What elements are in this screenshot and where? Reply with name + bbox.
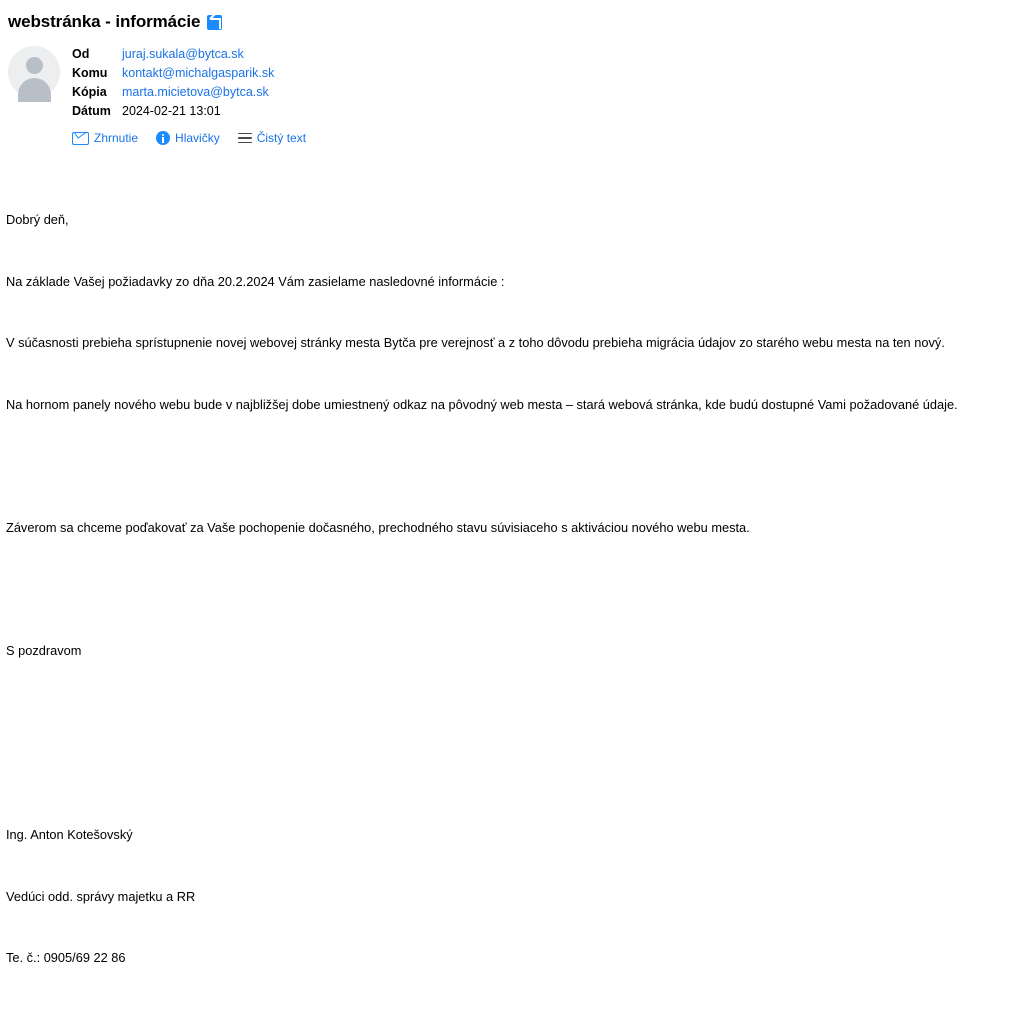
header-field-date-value: 2024-02-21 13:01 (122, 104, 221, 118)
summary-button[interactable] (72, 131, 138, 145)
info-icon (156, 131, 170, 145)
signature-role: Vedúci odd. správy majetku a RR (6, 888, 196, 904)
message-header (0, 34, 1024, 147)
body-line-1: Na základe Vašej požiadavky zo dňa 20.2.2024 Vám zasielame nasledovné informácie : (6, 273, 505, 289)
subject-row (0, 10, 1024, 34)
header-field-cc-label: Kópia (72, 85, 107, 99)
message-actions (72, 129, 306, 147)
signature-phone: Te. č.: 0905/69 22 86 (6, 950, 126, 965)
body-greeting: Dobrý deň, (6, 212, 69, 227)
header-field-from-value[interactable]: juraj.sukala@bytca.sk (122, 47, 244, 61)
plain-text-button-label: Čistý text (256, 131, 307, 145)
avatar (8, 46, 60, 98)
headers-button-label: Hlavičky (175, 131, 220, 145)
body-spacer-3 (6, 702, 1024, 723)
header-field-to-label: Komu (72, 66, 108, 80)
page-title: webstránka - informácie (8, 12, 201, 31)
external-link-icon[interactable] (207, 15, 222, 30)
header-field-date (72, 102, 306, 121)
plain-text-button[interactable] (238, 131, 306, 145)
headers-button[interactable] (156, 131, 220, 145)
body-spacer-2 (6, 579, 1024, 600)
body-spacer-1 (6, 456, 1024, 477)
header-field-to-value[interactable]: kontakt@michalgasparik.sk (122, 66, 275, 80)
avatar-head-shape (26, 57, 43, 74)
body-line-2: V súčasnosti prebieha sprístupnenie novej webovej stránky mesta Bytča pre verejnosť a z toho dôvodu prebieha migrácia údajov zo starého webu mesta na ten nový. (6, 335, 945, 350)
header-field-to (72, 64, 306, 83)
body-closing: S pozdravom (6, 642, 82, 658)
summary-button-label: Zhrnutie (94, 131, 139, 145)
avatar-body-shape (18, 78, 51, 102)
header-field-cc (72, 83, 306, 102)
header-field-cc-value[interactable]: marta.micietova@bytca.sk (122, 85, 269, 99)
header-fields (72, 43, 306, 147)
envelope-icon (72, 132, 89, 145)
lines-icon (238, 133, 252, 144)
header-field-from (72, 45, 306, 64)
message-body (6, 169, 1024, 1010)
body-line-4: Záverom sa chceme poďakovať za Vaše pochopenie dočasného, prechodného stavu súvisiaceho s aktiváciou nového webu mesta. (6, 519, 750, 535)
header-field-date-label: Dátum (72, 104, 111, 118)
body-spacer-4 (6, 764, 1024, 785)
body-line-3: Na hornom panely nového webu bude v najbližšej dobe umiestnený odkaz na pôvodný web mesta – stará webová stránka, kde budú dostupné Vami požadované údaje. (6, 396, 958, 412)
header-field-from-label: Od (72, 47, 90, 61)
signature-name: Ing. Anton Kotešovský (6, 827, 133, 842)
